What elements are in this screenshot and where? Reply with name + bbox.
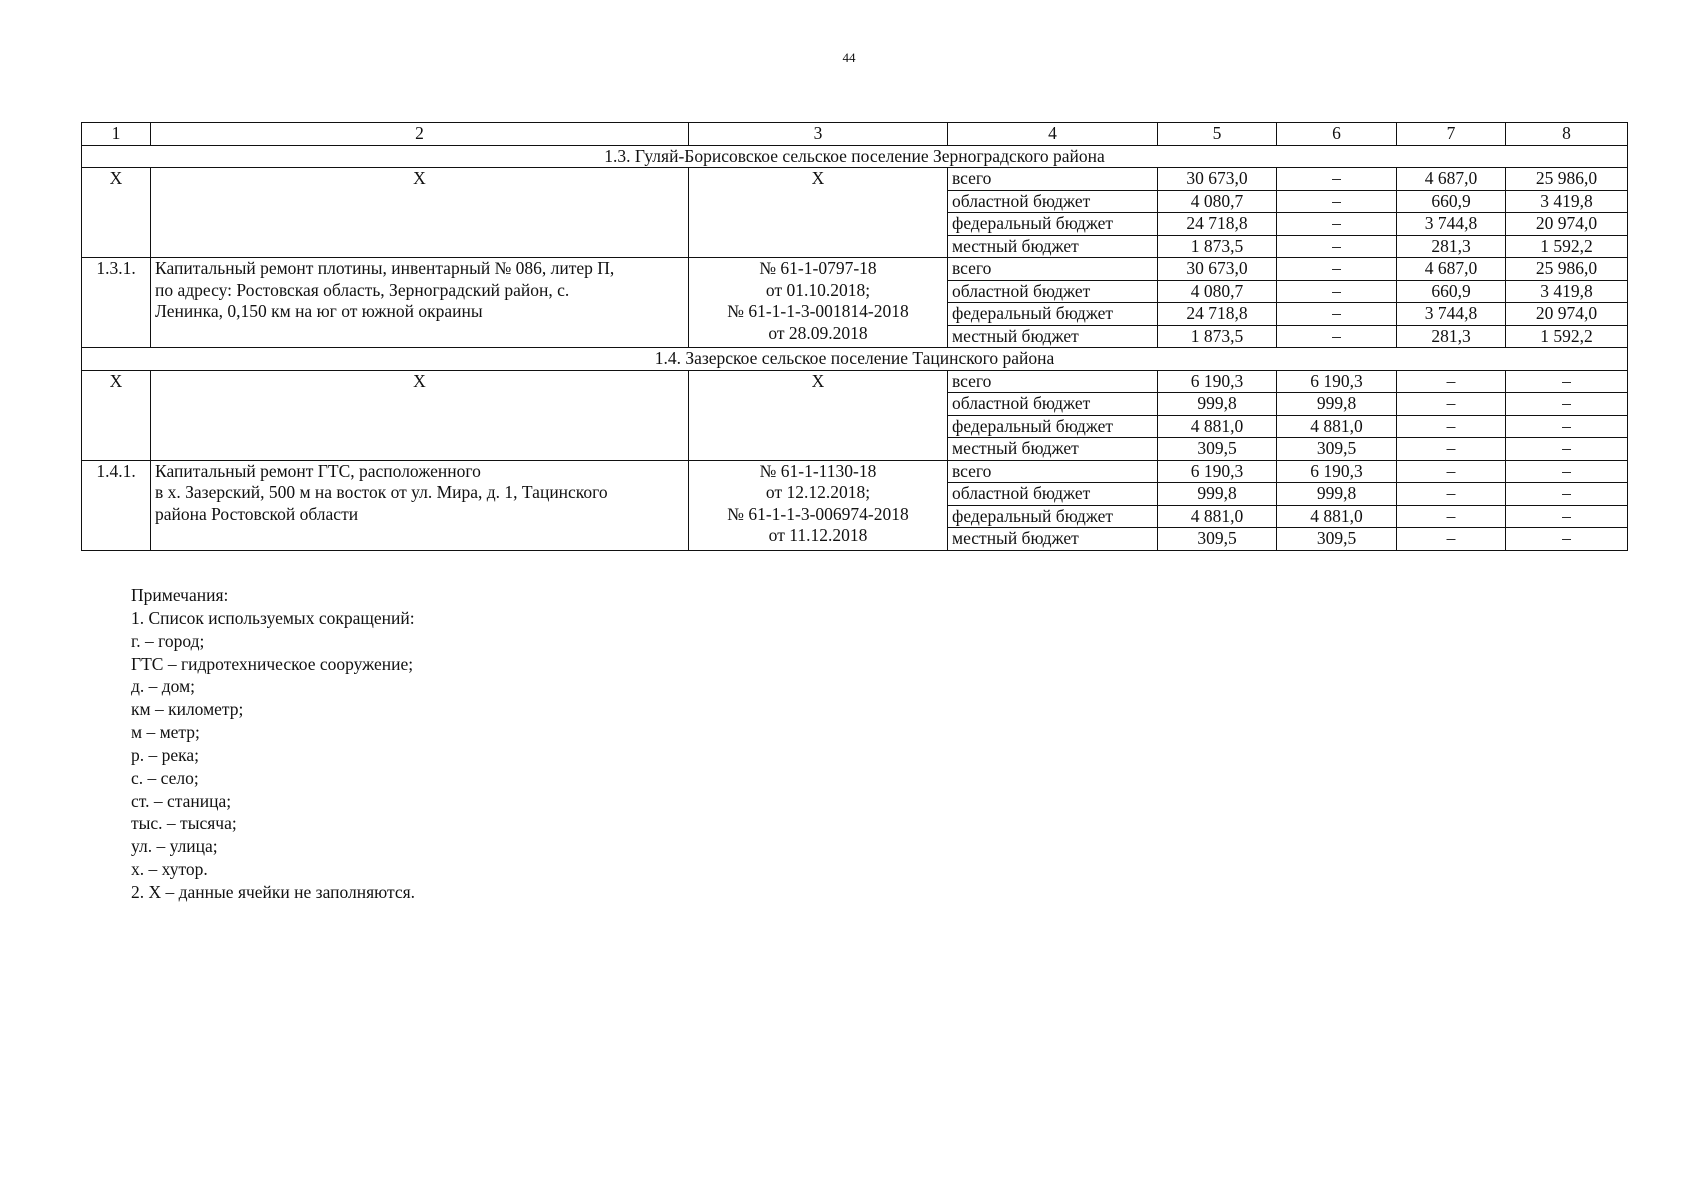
amount-col7-cell: 3 744,8 [1397,303,1506,326]
amount-col6-cell: – [1277,168,1397,191]
amount-col8-cell: – [1506,370,1628,393]
column-number-cell: 8 [1506,123,1628,146]
amount-col6-cell: 4 881,0 [1277,505,1397,528]
amount-total-cell: 999,8 [1158,483,1277,506]
amount-col8-cell: 3 419,8 [1506,280,1628,303]
amount-col8-cell: 3 419,8 [1506,190,1628,213]
amount-col6-cell: 309,5 [1277,528,1397,551]
amount-total-cell: 4 080,7 [1158,190,1277,213]
note-line: г. – город; [131,630,205,651]
amount-col7-cell: 4 687,0 [1397,168,1506,191]
amount-total-cell: 4 881,0 [1158,505,1277,528]
amount-total-cell: 30 673,0 [1158,258,1277,281]
column-number-cell: 2 [151,123,689,146]
column-number-cell: 6 [1277,123,1397,146]
amount-col7-cell: 660,9 [1397,280,1506,303]
amount-total-cell: 4 881,0 [1158,415,1277,438]
note-line: р. – река; [131,744,200,765]
amount-col8-cell: 20 974,0 [1506,213,1628,236]
amount-col7-cell: 4 687,0 [1397,258,1506,281]
budget-label-cell: федеральный бюджет [948,415,1158,438]
budget-label-cell: областной бюджет [948,280,1158,303]
amount-col7-cell: – [1397,393,1506,416]
amount-col8-cell: 20 974,0 [1506,303,1628,326]
amount-total-cell: 24 718,8 [1158,303,1277,326]
amount-col7-cell: – [1397,483,1506,506]
amount-col6-cell: 6 190,3 [1277,370,1397,393]
page-number: 44 [842,50,856,65]
note-line: ГТС – гидротехническое сооружение; [131,653,414,674]
amount-col8-cell: – [1506,528,1628,551]
item-name-line: Ленинка, 0,150 км на юг от южной окраины [155,301,483,321]
budget-label-cell: местный бюджет [948,528,1158,551]
amount-col6-cell: 4 881,0 [1277,415,1397,438]
amount-col7-cell: – [1397,460,1506,483]
item-document-line: от 12.12.2018; [765,482,871,502]
note-line: ул. – улица; [131,836,218,857]
not-filled-cell: Х [82,370,151,460]
amount-col6-cell: – [1277,325,1397,348]
amount-col7-cell: 281,3 [1397,325,1506,348]
notes-block [131,584,415,904]
amount-col8-cell: – [1506,438,1628,461]
item-document-line: № 61-1-1130-18 [759,460,877,481]
note-line: 2. Х – данные ячейки не заполняются. [131,881,416,902]
item-document-cell [689,258,948,348]
amount-col7-cell: – [1397,528,1506,551]
item-document-line: № 61-1-1-3-001814-2018 [727,301,909,321]
item-name-line: по адресу: Ростовская область, Зерноградский район, с. [155,279,570,300]
not-filled-cell: Х [689,168,948,258]
amount-total-cell: 24 718,8 [1158,213,1277,236]
amount-total-cell: 1 873,5 [1158,235,1277,258]
note-line: м – метр; [131,722,200,743]
column-number-cell: 4 [948,123,1158,146]
note-line: х. – хутор. [131,859,208,880]
item-name-line: в х. Зазерский, 500 м на восток от ул. Мира, д. 1, Тацинского [155,482,608,502]
budget-label-cell: всего [948,370,1158,393]
amount-col7-cell: – [1397,415,1506,438]
amount-col8-cell: 1 592,2 [1506,235,1628,258]
budget-label-cell: федеральный бюджет [948,303,1158,326]
budget-label-cell: местный бюджет [948,235,1158,258]
amount-total-cell: 999,8 [1158,393,1277,416]
item-document-cell [689,460,948,550]
amount-col8-cell: – [1506,460,1628,483]
notes-heading: Примечания: [131,585,229,605]
note-line: 1. Список используемых сокращений: [131,607,415,628]
item-name-cell [151,258,689,348]
budget-label-cell: федеральный бюджет [948,505,1158,528]
item-number-cell: 1.3.1. [82,258,151,348]
item-name-cell [151,460,689,550]
amount-col8-cell: – [1506,483,1628,506]
budget-label-cell: всего [948,168,1158,191]
note-line: д. – дом; [131,676,196,697]
amount-col7-cell: 660,9 [1397,190,1506,213]
financing-table [81,122,1628,551]
budget-row [82,168,1628,191]
item-number-cell: 1.4.1. [82,460,151,550]
amount-col6-cell: – [1277,190,1397,213]
section-title-row [82,145,1628,168]
budget-label-cell: областной бюджет [948,393,1158,416]
column-number-cell: 1 [82,123,151,146]
amount-col6-cell: – [1277,213,1397,236]
amount-col7-cell: – [1397,370,1506,393]
column-number-row [82,123,1628,146]
column-number-cell: 5 [1158,123,1277,146]
budget-label-cell: всего [948,258,1158,281]
item-document-line: № 61-1-1-3-006974-2018 [727,503,909,524]
notes-list [131,584,415,904]
item-name-line: района Ростовской области [155,503,359,524]
amount-total-cell: 4 080,7 [1158,280,1277,303]
note-line: с. – село; [131,767,199,788]
budget-label-cell: областной бюджет [948,483,1158,506]
amount-total-cell: 309,5 [1158,438,1277,461]
not-filled-cell: Х [151,168,689,258]
amount-col6-cell: 999,8 [1277,483,1397,506]
amount-col7-cell: – [1397,438,1506,461]
section-title: 1.4. Зазерское сельское поселение Тацинского района [82,348,1628,371]
not-filled-cell: Х [689,370,948,460]
amount-col7-cell: – [1397,505,1506,528]
budget-label-cell: федеральный бюджет [948,213,1158,236]
item-document-line: № 61-1-0797-18 [759,258,877,278]
amount-col6-cell: – [1277,303,1397,326]
column-number-cell: 7 [1397,123,1506,146]
budget-label-cell: всего [948,460,1158,483]
amount-col8-cell: 25 986,0 [1506,168,1628,191]
item-document-line: от 28.09.2018 [768,322,868,343]
column-number-cell: 3 [689,123,948,146]
item-document-line: от 11.12.2018 [768,525,868,545]
section-title: 1.3. Гуляй-Борисовское сельское поселение Зерноградского района [82,145,1628,168]
amount-col6-cell: 309,5 [1277,438,1397,461]
amount-col6-cell: 6 190,3 [1277,460,1397,483]
amount-col7-cell: 281,3 [1397,235,1506,258]
amount-col8-cell: – [1506,415,1628,438]
section-title-row [82,348,1628,371]
amount-col6-cell: – [1277,258,1397,281]
item-name-line: Капитальный ремонт ГТС, расположенного [155,460,481,481]
amount-col6-cell: – [1277,235,1397,258]
amount-col8-cell: – [1506,393,1628,416]
budget-label-cell: местный бюджет [948,438,1158,461]
budget-label-cell: местный бюджет [948,325,1158,348]
note-line: ст. – станица; [131,790,232,811]
amount-col8-cell: – [1506,505,1628,528]
amount-col6-cell: – [1277,280,1397,303]
amount-col8-cell: 1 592,2 [1506,325,1628,348]
amount-total-cell: 6 190,3 [1158,370,1277,393]
amount-col7-cell: 3 744,8 [1397,213,1506,236]
note-line: тыс. – тысяча; [131,813,237,834]
amount-total-cell: 1 873,5 [1158,325,1277,348]
budget-row [82,258,1628,281]
budget-label-cell: областной бюджет [948,190,1158,213]
item-document-line: от 01.10.2018; [765,279,871,300]
not-filled-cell: Х [151,370,689,460]
budget-row [82,370,1628,393]
item-name-line: Капитальный ремонт плотины, инвентарный № 086, литер П, [155,258,615,278]
not-filled-cell: Х [82,168,151,258]
amount-total-cell: 30 673,0 [1158,168,1277,191]
budget-row [82,460,1628,483]
amount-total-cell: 309,5 [1158,528,1277,551]
note-line: км – километр; [131,699,244,720]
amount-col6-cell: 999,8 [1277,393,1397,416]
amount-total-cell: 6 190,3 [1158,460,1277,483]
amount-col8-cell: 25 986,0 [1506,258,1628,281]
